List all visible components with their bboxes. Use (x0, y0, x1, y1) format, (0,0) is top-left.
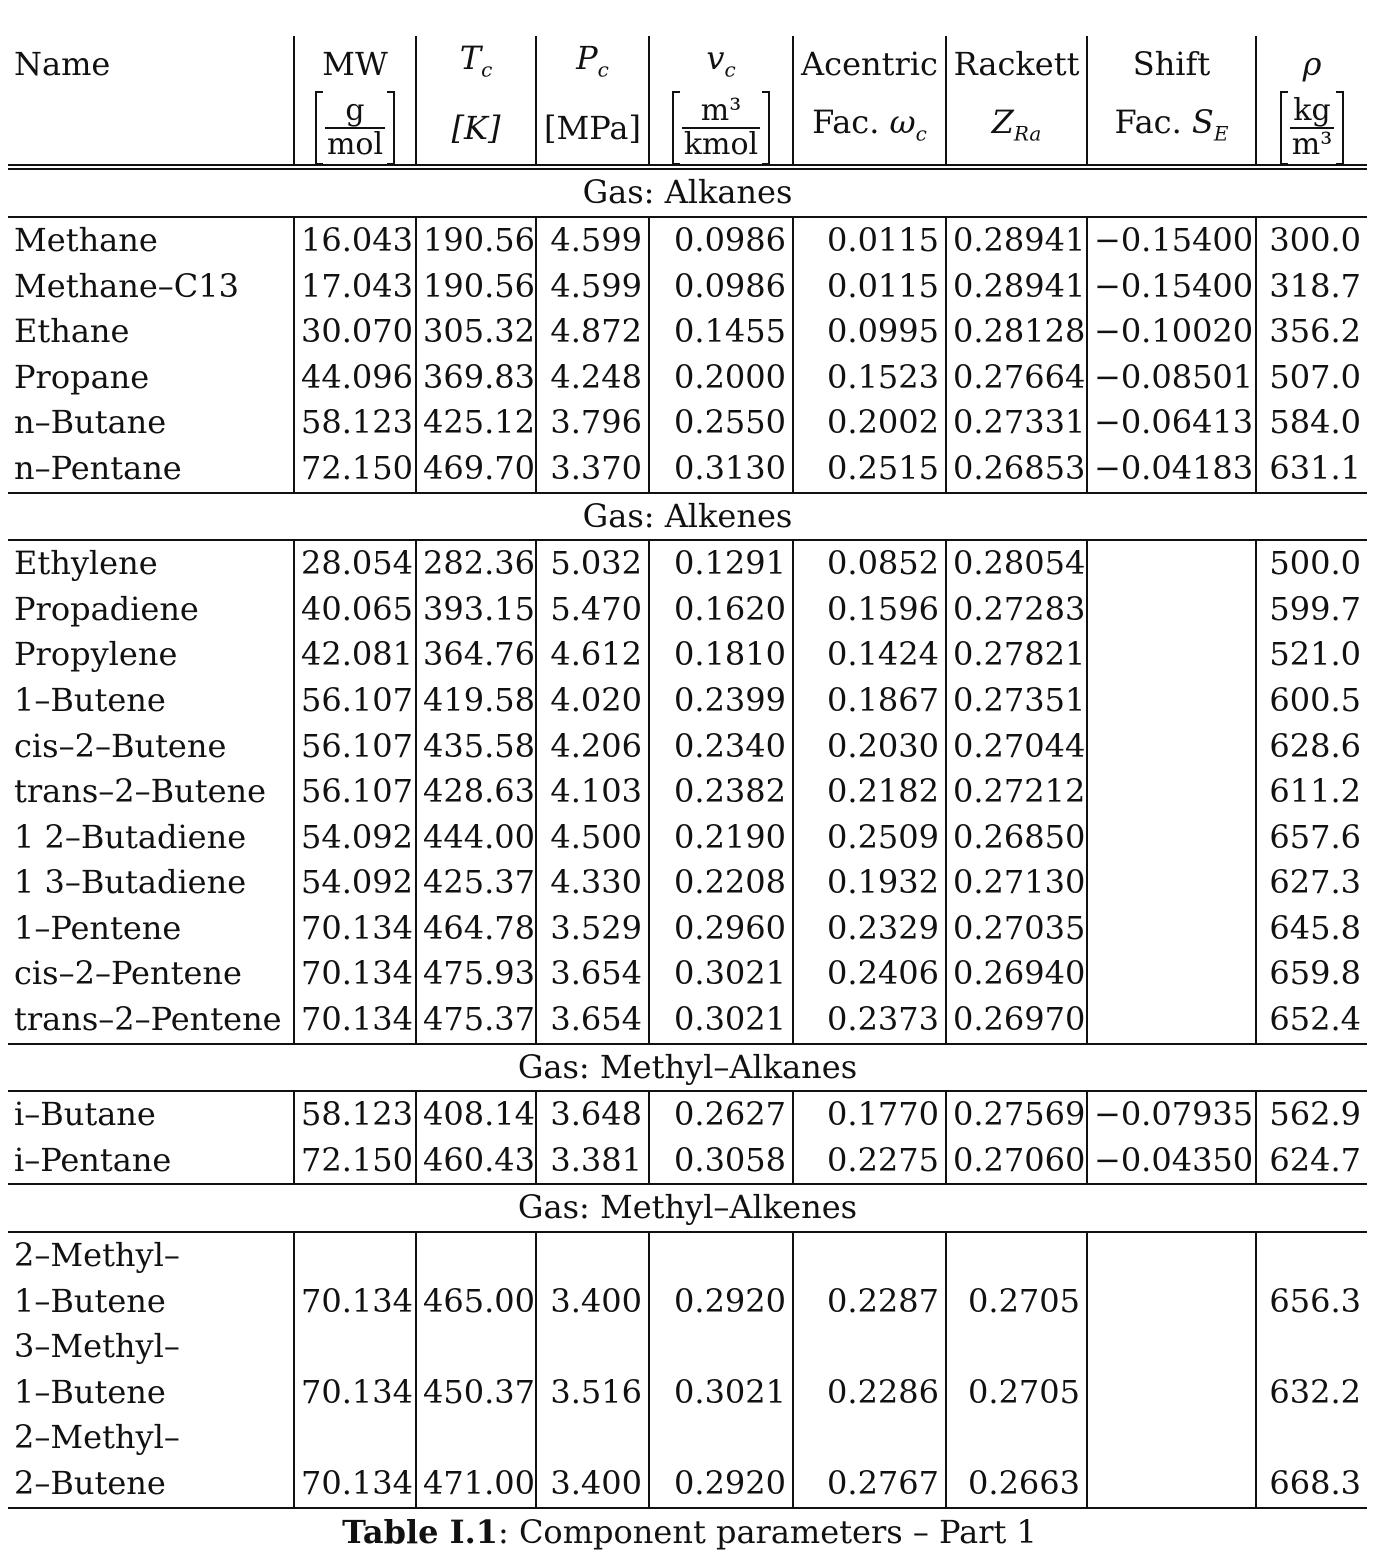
component-name-cell: i–Butane (14, 1095, 156, 1134)
empty-cell (294, 1232, 416, 1279)
value-cell: 0.3058 (649, 1138, 793, 1185)
value-cell: 5.032 (536, 540, 649, 587)
group-header-row (8, 493, 1367, 541)
value-cell: 0.2509 (793, 815, 946, 861)
value-cell: 0.27821 (946, 632, 1087, 678)
table-row (8, 309, 1367, 355)
value-cell (1087, 906, 1256, 952)
component-parameters-table (8, 36, 1367, 1509)
table-row (8, 540, 1367, 587)
header-vc: $v_c$ (649, 36, 793, 91)
caption-label: Table I.1 (342, 1513, 498, 1551)
value-cell: 40.065 (294, 587, 416, 633)
header-mw: MW (294, 36, 416, 91)
empty-cell (946, 1324, 1087, 1370)
component-name-cell: 1–Pentene (14, 908, 182, 947)
value-cell: 469.70 (416, 446, 536, 493)
table-row (8, 264, 1367, 310)
header-rho-unit: $\frac{kg}{\text{m³}}$ (1256, 91, 1367, 167)
empty-cell (416, 1324, 536, 1370)
table-row (8, 1324, 1367, 1370)
value-cell: 3.654 (536, 951, 649, 997)
value-cell: 0.2399 (649, 678, 793, 724)
empty-cell (536, 1415, 649, 1461)
value-cell: 475.93 (416, 951, 536, 997)
table-row (8, 997, 1367, 1044)
empty-cell (649, 1324, 793, 1370)
empty-cell (416, 1232, 536, 1279)
empty-cell (946, 1415, 1087, 1461)
value-cell: 0.0995 (793, 309, 946, 355)
value-cell: 450.37 (416, 1370, 536, 1416)
value-cell: 0.0115 (793, 217, 946, 264)
value-cell: 0.2663 (946, 1461, 1087, 1508)
value-cell: −0.15400 (1087, 217, 1256, 264)
value-cell: 30.070 (294, 309, 416, 355)
value-cell: 54.092 (294, 815, 416, 861)
value-cell: 0.3021 (649, 1370, 793, 1416)
value-cell: 444.00 (416, 815, 536, 861)
value-cell: 4.248 (536, 355, 649, 401)
value-cell: 0.1770 (793, 1091, 946, 1138)
value-cell: 56.107 (294, 769, 416, 815)
value-cell: 4.020 (536, 678, 649, 724)
value-cell: 3.370 (536, 446, 649, 493)
component-name-cell: Ethylene (14, 544, 158, 583)
value-cell: 3.796 (536, 400, 649, 446)
component-name-cell: trans–2–Butene (14, 772, 267, 811)
empty-cell (1087, 1232, 1256, 1279)
value-cell (1087, 540, 1256, 587)
value-cell: 408.14 (416, 1091, 536, 1138)
table-row (8, 217, 1367, 264)
value-cell: 0.1455 (649, 309, 793, 355)
group-title: Gas: Methyl–Alkenes (8, 1184, 1367, 1232)
value-cell (1087, 632, 1256, 678)
value-cell: 0.2382 (649, 769, 793, 815)
table-row (8, 632, 1367, 678)
component-name-cell: cis–2–Butene (14, 726, 227, 765)
value-cell: 3.400 (536, 1461, 649, 1508)
header-rho: ρ (1256, 36, 1367, 91)
value-cell: 70.134 (294, 1461, 416, 1508)
value-cell: 500.0 (1256, 540, 1367, 587)
value-cell: 58.123 (294, 1091, 416, 1138)
value-cell: 0.2627 (649, 1091, 793, 1138)
value-cell: 425.12 (416, 400, 536, 446)
value-cell: 356.2 (1256, 309, 1367, 355)
value-cell: 425.37 (416, 860, 536, 906)
value-cell: 0.26850 (946, 815, 1087, 861)
value-cell: 0.2287 (793, 1279, 946, 1325)
value-cell: 0.2515 (793, 446, 946, 493)
value-cell: 4.103 (536, 769, 649, 815)
table-row (8, 906, 1367, 952)
value-cell (1087, 678, 1256, 724)
table-row (8, 951, 1367, 997)
value-cell: 0.2182 (793, 769, 946, 815)
value-cell: 656.3 (1256, 1279, 1367, 1325)
header-tc: $T_c$ (416, 36, 536, 91)
value-cell: 0.28054 (946, 540, 1087, 587)
value-cell: 0.2373 (793, 997, 946, 1044)
value-cell: 58.123 (294, 400, 416, 446)
value-cell: 599.7 (1256, 587, 1367, 633)
value-cell: 584.0 (1256, 400, 1367, 446)
value-cell: 0.27060 (946, 1138, 1087, 1185)
caption-text: Component parameters – Part 1 (518, 1513, 1037, 1551)
table-row (8, 724, 1367, 770)
empty-cell (1256, 1232, 1367, 1279)
value-cell: 0.2286 (793, 1370, 946, 1416)
header-tc-unit: [K] (416, 91, 536, 167)
value-cell: 305.32 (416, 309, 536, 355)
value-cell (1087, 860, 1256, 906)
component-name-cell: 2–Butene (8, 1461, 294, 1508)
empty-cell (1087, 1415, 1256, 1461)
value-cell: 627.3 (1256, 860, 1367, 906)
value-cell: 0.1810 (649, 632, 793, 678)
value-cell (1087, 951, 1256, 997)
value-cell: 0.27283 (946, 587, 1087, 633)
value-cell: 0.3130 (649, 446, 793, 493)
value-cell: 632.2 (1256, 1370, 1367, 1416)
value-cell: −0.08501 (1087, 355, 1256, 401)
value-cell: 657.6 (1256, 815, 1367, 861)
empty-cell (294, 1324, 416, 1370)
value-cell: 17.043 (294, 264, 416, 310)
header-pc-unit: [MPa] (536, 91, 649, 167)
value-cell: 419.58 (416, 678, 536, 724)
value-cell (1087, 769, 1256, 815)
value-cell (1087, 587, 1256, 633)
header-vc-unit: $\frac{\text{m³}}{\text{kmol}}$ (649, 91, 793, 167)
value-cell: 0.28941 (946, 264, 1087, 310)
value-cell: 0.0986 (649, 264, 793, 310)
value-cell: 460.43 (416, 1138, 536, 1185)
value-cell: 4.599 (536, 217, 649, 264)
value-cell: 0.2960 (649, 906, 793, 952)
value-cell: 0.2030 (793, 724, 946, 770)
group-title: Gas: Methyl–Alkanes (8, 1044, 1367, 1092)
value-cell: 0.2190 (649, 815, 793, 861)
value-cell: 645.8 (1256, 906, 1367, 952)
value-cell: 3.400 (536, 1279, 649, 1325)
table-row (8, 587, 1367, 633)
component-name-cell: Propadiene (14, 589, 199, 628)
value-cell: 282.36 (416, 540, 536, 587)
value-cell: 4.500 (536, 815, 649, 861)
value-cell: 3.654 (536, 997, 649, 1044)
value-cell: 0.2920 (649, 1279, 793, 1325)
value-cell: 4.330 (536, 860, 649, 906)
value-cell: 562.9 (1256, 1091, 1367, 1138)
value-cell: 0.28941 (946, 217, 1087, 264)
value-cell: 0.0852 (793, 540, 946, 587)
group-header-row (8, 167, 1367, 217)
value-cell: 465.00 (416, 1279, 536, 1325)
group-header-row (8, 1184, 1367, 1232)
value-cell: 0.2208 (649, 860, 793, 906)
value-cell: 0.1867 (793, 678, 946, 724)
value-cell: 668.3 (1256, 1461, 1367, 1508)
value-cell: 428.63 (416, 769, 536, 815)
value-cell (1087, 815, 1256, 861)
header-pc: $P_c$ (536, 36, 649, 91)
header-name-unit (8, 91, 294, 167)
component-name-cell: Propylene (14, 635, 178, 674)
value-cell: 70.134 (294, 1370, 416, 1416)
value-cell: 0.27035 (946, 906, 1087, 952)
value-cell: 0.2767 (793, 1461, 946, 1508)
empty-cell (793, 1232, 946, 1279)
value-cell: 70.134 (294, 906, 416, 952)
table-row (8, 446, 1367, 493)
table-row (8, 769, 1367, 815)
value-cell: 600.5 (1256, 678, 1367, 724)
value-cell: 631.1 (1256, 446, 1367, 493)
component-name-cell: 1 3–Butadiene (14, 863, 247, 902)
component-name-cell: 1 2–Butadiene (14, 817, 247, 856)
value-cell (1087, 724, 1256, 770)
header-acentric: Acentric (793, 36, 946, 91)
value-cell: 521.0 (1256, 632, 1367, 678)
value-cell: 0.27212 (946, 769, 1087, 815)
value-cell: 0.27130 (946, 860, 1087, 906)
value-cell: 0.0115 (793, 264, 946, 310)
value-cell: 0.2329 (793, 906, 946, 952)
empty-cell (536, 1324, 649, 1370)
value-cell: 475.37 (416, 997, 536, 1044)
value-cell: 0.3021 (649, 951, 793, 997)
value-cell: 3.529 (536, 906, 649, 952)
component-name-cell: n–Pentane (8, 446, 294, 493)
value-cell: 393.15 (416, 587, 536, 633)
value-cell: 0.2920 (649, 1461, 793, 1508)
header-mw-unit: $\frac{g}{\text{mol}}$ (294, 91, 416, 167)
value-cell: 190.56 (416, 217, 536, 264)
value-cell: −0.07935 (1087, 1091, 1256, 1138)
empty-cell (793, 1415, 946, 1461)
component-name-cell: Ethane (14, 312, 130, 351)
group-title: Gas: Alkanes (8, 167, 1367, 217)
value-cell: 42.081 (294, 632, 416, 678)
empty-cell (1087, 1324, 1256, 1370)
value-cell: 318.7 (1256, 264, 1367, 310)
value-cell: 0.2705 (946, 1279, 1087, 1325)
value-cell: 652.4 (1256, 997, 1367, 1044)
table-header (8, 36, 1367, 167)
value-cell: 628.6 (1256, 724, 1367, 770)
value-cell (1087, 997, 1256, 1044)
table-row (8, 678, 1367, 724)
value-cell: 72.150 (294, 1138, 416, 1185)
header-acentric-unit: Fac. $\omega_c$ (793, 91, 946, 167)
value-cell: 0.2550 (649, 400, 793, 446)
value-cell: 0.2705 (946, 1370, 1087, 1416)
group-header-row (8, 1044, 1367, 1092)
value-cell: 0.27664 (946, 355, 1087, 401)
empty-cell (793, 1324, 946, 1370)
component-table-container (8, 36, 1367, 1509)
value-cell: 624.7 (1256, 1138, 1367, 1185)
value-cell: 435.58 (416, 724, 536, 770)
header-shift-unit: Fac. $S_E$ (1087, 91, 1256, 167)
value-cell: 0.1424 (793, 632, 946, 678)
value-cell: 0.2000 (649, 355, 793, 401)
value-cell: 4.206 (536, 724, 649, 770)
component-name-cell: Methane–C13 (14, 266, 239, 305)
empty-cell (649, 1415, 793, 1461)
component-name-cell: 1–Butene (14, 680, 166, 719)
value-cell: 28.054 (294, 540, 416, 587)
value-cell: 3.381 (536, 1138, 649, 1185)
table-row (8, 400, 1367, 446)
value-cell: 0.27331 (946, 400, 1087, 446)
component-name-cell: cis–2–Pentene (14, 954, 242, 993)
value-cell: 0.27569 (946, 1091, 1087, 1138)
table-row (8, 1415, 1367, 1461)
header-rackett-unit: $Z_{Ra}$ (946, 91, 1087, 167)
table-row (8, 1461, 1367, 1508)
empty-cell (1256, 1324, 1367, 1370)
empty-cell (1256, 1415, 1367, 1461)
value-cell: 3.648 (536, 1091, 649, 1138)
value-cell: 70.134 (294, 997, 416, 1044)
value-cell: 0.27044 (946, 724, 1087, 770)
table-row (8, 355, 1367, 401)
component-name-cell: i–Pentane (8, 1138, 294, 1185)
value-cell: 3.516 (536, 1370, 649, 1416)
value-cell: 0.2275 (793, 1138, 946, 1185)
value-cell: 5.470 (536, 587, 649, 633)
header-rackett: Rackett (946, 36, 1087, 91)
value-cell: 56.107 (294, 724, 416, 770)
value-cell (1087, 1279, 1256, 1325)
value-cell: 0.26940 (946, 951, 1087, 997)
component-name-cell: Propane (14, 357, 150, 396)
table-row (8, 1091, 1367, 1138)
table-body (8, 167, 1367, 1507)
empty-cell (946, 1232, 1087, 1279)
table-row (8, 860, 1367, 906)
table-row (8, 1279, 1367, 1325)
component-name-cell: 1–Butene (14, 1372, 166, 1411)
value-cell: 0.1932 (793, 860, 946, 906)
value-cell: 0.26853 (946, 446, 1087, 493)
value-cell: 54.092 (294, 860, 416, 906)
value-cell: 471.00 (416, 1461, 536, 1508)
value-cell: 56.107 (294, 678, 416, 724)
value-cell: 0.1523 (793, 355, 946, 401)
value-cell: 0.2340 (649, 724, 793, 770)
table-row (8, 815, 1367, 861)
value-cell: 4.872 (536, 309, 649, 355)
value-cell: 16.043 (294, 217, 416, 264)
component-name-prefix-cell: 2–Methyl– (14, 1236, 180, 1275)
table-row (8, 1138, 1367, 1185)
value-cell: 4.612 (536, 632, 649, 678)
value-cell: −0.04183 (1087, 446, 1256, 493)
component-name-cell: Methane (14, 220, 158, 259)
value-cell: 0.26970 (946, 997, 1087, 1044)
header-shift: Shift (1087, 36, 1256, 91)
value-cell (1087, 1370, 1256, 1416)
component-name-prefix-cell: 2–Methyl– (14, 1418, 180, 1457)
value-cell: 0.1620 (649, 587, 793, 633)
value-cell: 369.83 (416, 355, 536, 401)
value-cell: 0.3021 (649, 997, 793, 1044)
value-cell: 44.096 (294, 355, 416, 401)
value-cell: 4.599 (536, 264, 649, 310)
empty-cell (416, 1415, 536, 1461)
value-cell: 364.76 (416, 632, 536, 678)
value-cell: 0.1596 (793, 587, 946, 633)
value-cell: −0.06413 (1087, 400, 1256, 446)
table-caption: Table I.1: Component parameters – Part 1 (342, 1513, 1037, 1551)
value-cell: 0.1291 (649, 540, 793, 587)
header-name: Name (14, 44, 111, 83)
value-cell: −0.04350 (1087, 1138, 1256, 1185)
value-cell: 70.134 (294, 1279, 416, 1325)
value-cell: 0.27351 (946, 678, 1087, 724)
component-name-cell: trans–2–Pentene (8, 997, 294, 1044)
value-cell: 0.0986 (649, 217, 793, 264)
value-cell: −0.15400 (1087, 264, 1256, 310)
table-row (8, 1370, 1367, 1416)
empty-cell (649, 1232, 793, 1279)
group-title: Gas: Alkenes (8, 493, 1367, 541)
empty-cell (536, 1232, 649, 1279)
value-cell: 0.28128 (946, 309, 1087, 355)
value-cell: 464.78 (416, 906, 536, 952)
value-cell (1087, 1461, 1256, 1508)
component-name-cell: 1–Butene (14, 1281, 166, 1320)
value-cell: 72.150 (294, 446, 416, 493)
component-name-prefix-cell: 3–Methyl– (14, 1327, 180, 1366)
value-cell: 70.134 (294, 951, 416, 997)
table-row (8, 1232, 1367, 1279)
value-cell: 659.8 (1256, 951, 1367, 997)
component-name-cell: n–Butane (14, 403, 167, 442)
empty-cell (294, 1415, 416, 1461)
value-cell: 0.2002 (793, 400, 946, 446)
value-cell: 190.56 (416, 264, 536, 310)
value-cell: 507.0 (1256, 355, 1367, 401)
value-cell: 0.2406 (793, 951, 946, 997)
value-cell: −0.10020 (1087, 309, 1256, 355)
value-cell: 611.2 (1256, 769, 1367, 815)
value-cell: 300.0 (1256, 217, 1367, 264)
